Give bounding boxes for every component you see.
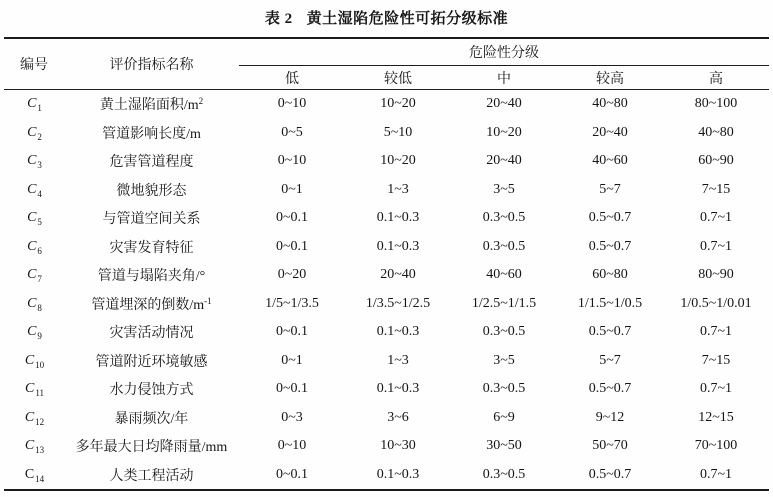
classification-table — [4, 37, 769, 491]
range-value-cell: 9~12 — [595, 409, 625, 425]
range-value-cell: 0.7~1 — [699, 466, 733, 482]
range-value-cell: 30~50 — [486, 438, 522, 454]
indicator-name-cell — [64, 233, 239, 262]
range-value-cell: 1/0.5~1/0.01 — [680, 295, 752, 311]
indicator-id-subscript: 8 — [37, 302, 42, 313]
range-value-cell: 12~15 — [698, 409, 734, 425]
indicator-id-subscript: 9 — [37, 331, 42, 342]
range-value-cell: 0.1~0.3 — [376, 466, 420, 482]
row-id-cell — [4, 233, 64, 262]
range-value-cell: 1~3 — [387, 181, 409, 197]
range-value-cell: 0.5~0.7 — [588, 238, 632, 254]
range-value-cell: 7~15 — [701, 352, 731, 368]
indicator-id-subscript: 4 — [37, 188, 42, 199]
indicator-name-cell — [64, 147, 239, 176]
range-value-cell: 0.5~0.7 — [588, 210, 632, 226]
row-id-cell — [4, 290, 64, 319]
row-id-cell — [4, 375, 64, 404]
range-value-cell: 40~80 — [698, 124, 734, 140]
col-header-level-low: 低 — [285, 71, 299, 87]
indicator-name: 管道附近环境敏感 — [95, 354, 208, 370]
indicator-id-subscript: 14 — [35, 473, 45, 484]
range-value-cell: 0.1~0.3 — [376, 238, 420, 254]
indicator-name: 灾害活动情况 — [109, 326, 194, 342]
indicator-name: 灾害发育特征 — [109, 240, 194, 256]
col-header-indicator: 评价指标名称 — [109, 58, 194, 73]
range-value-cell: 20~40 — [592, 124, 628, 140]
table-caption-label: 表 2 — [264, 11, 293, 27]
indicator-name-cell — [64, 375, 239, 404]
range-value-cell: 5~7 — [599, 352, 621, 368]
range-value-cell: 20~40 — [380, 267, 416, 283]
range-value-cell: 0.3~0.5 — [482, 238, 526, 254]
range-value-cell: 0~3 — [281, 409, 303, 425]
range-value-cell: 0~1 — [281, 352, 303, 368]
range-value-cell: 0.3~0.5 — [482, 466, 526, 482]
row-id-cell — [4, 204, 64, 233]
row-id-cell — [4, 147, 64, 176]
indicator-unit-superscript: -1 — [204, 295, 212, 306]
range-value-cell: 60~90 — [698, 153, 734, 169]
indicator-name-cell — [64, 90, 239, 119]
range-value-cell: 1/3.5~1/2.5 — [365, 295, 431, 311]
range-value-cell: 0.3~0.5 — [482, 210, 526, 226]
range-value-cell: 0.7~1 — [699, 210, 733, 226]
indicator-name-cell — [64, 261, 239, 290]
range-value-cell: 0~0.1 — [275, 238, 309, 254]
indicator-name-cell — [64, 119, 239, 148]
range-value-cell: 0.1~0.3 — [376, 210, 420, 226]
indicator-name-cell — [64, 318, 239, 347]
indicator-id: C — [27, 96, 37, 112]
indicator-name: 管道与塌陷夹角/° — [97, 269, 206, 285]
indicator-name-cell — [64, 404, 239, 433]
range-value-cell: 1/2.5~1/1.5 — [471, 295, 537, 311]
col-header-level-lower: 较低 — [384, 71, 412, 87]
table-header — [4, 38, 769, 90]
range-value-cell: 3~5 — [493, 181, 515, 197]
indicator-id-subscript: 10 — [35, 359, 45, 370]
table-body — [4, 90, 769, 491]
indicator-name-cell — [64, 461, 239, 491]
range-value-cell: 20~40 — [486, 96, 522, 112]
indicator-id-subscript: 12 — [35, 416, 45, 427]
range-value-cell: 40~60 — [592, 153, 628, 169]
indicator-id-subscript: 2 — [37, 131, 42, 142]
range-value-cell: 80~100 — [694, 96, 738, 112]
range-value-cell: 0.7~1 — [699, 381, 733, 397]
indicator-id: C — [24, 381, 35, 397]
indicator-name-cell — [64, 176, 239, 205]
indicator-id: C — [24, 466, 35, 482]
table-row — [4, 176, 769, 205]
indicator-id: C — [27, 181, 37, 197]
indicator-id-subscript: 5 — [37, 217, 42, 228]
indicator-name: 微地貌形态 — [116, 183, 187, 199]
indicator-id: C — [27, 267, 37, 283]
indicator-id: C — [27, 295, 37, 311]
indicator-name: 人类工程活动 — [109, 468, 194, 484]
range-value-cell: 1~3 — [387, 352, 409, 368]
indicator-name: 管道影响长度/m — [102, 126, 201, 142]
range-value-cell: 0.5~0.7 — [588, 324, 632, 340]
table-row — [4, 204, 769, 233]
range-value-cell: 0.1~0.3 — [376, 324, 420, 340]
table-row — [4, 318, 769, 347]
row-id-cell — [4, 318, 64, 347]
indicator-id: C — [24, 352, 35, 368]
range-value-cell: 40~60 — [486, 267, 522, 283]
indicator-id-subscript: 1 — [37, 103, 42, 114]
table-row — [4, 347, 769, 376]
table-row — [4, 261, 769, 290]
indicator-name: 管道埋深的倒数/m — [91, 297, 205, 313]
range-value-cell: 0.5~0.7 — [588, 381, 632, 397]
indicator-name: 多年最大日均降雨量/mm — [75, 440, 228, 456]
indicator-id: C — [27, 124, 37, 140]
table-row — [4, 432, 769, 461]
table-row — [4, 90, 769, 119]
range-value-cell: 10~30 — [380, 438, 416, 454]
indicator-id-subscript: 11 — [35, 388, 44, 399]
indicator-id-subscript: 3 — [37, 160, 42, 171]
col-header-hazard-group: 危险性分级 — [239, 38, 769, 66]
indicator-name-cell — [64, 432, 239, 461]
range-value-cell: 5~7 — [599, 181, 621, 197]
range-value-cell: 0.5~0.7 — [588, 466, 632, 482]
table-row — [4, 147, 769, 176]
range-value-cell: 7~15 — [701, 181, 731, 197]
range-value-cell: 10~20 — [486, 124, 522, 140]
range-value-cell: 5~10 — [383, 124, 413, 140]
range-value-cell: 20~40 — [486, 153, 522, 169]
row-id-cell — [4, 261, 64, 290]
indicator-name-cell — [64, 204, 239, 233]
range-value-cell: 70~100 — [694, 438, 738, 454]
row-id-cell — [4, 176, 64, 205]
range-value-cell: 0~0.1 — [275, 466, 309, 482]
indicator-name: 黄土湿陷面积/m — [99, 98, 199, 114]
indicator-name-cell — [64, 347, 239, 376]
indicator-id-subscript: 13 — [35, 445, 45, 456]
row-id-cell — [4, 119, 64, 148]
range-value-cell: 0~0.1 — [275, 381, 309, 397]
range-value-cell: 0~10 — [277, 438, 307, 454]
indicator-id-subscript: 6 — [37, 245, 42, 256]
indicator-name: 暴雨频次/年 — [114, 411, 189, 427]
table-row — [4, 290, 769, 319]
range-value-cell: 0.3~0.5 — [482, 324, 526, 340]
indicator-name: 与管道空间关系 — [102, 212, 201, 228]
indicator-name: 危害管道程度 — [109, 155, 194, 171]
range-value-cell: 50~70 — [592, 438, 628, 454]
col-header-level-higher: 较高 — [596, 71, 624, 87]
table-row — [4, 461, 769, 491]
col-header-level-medium: 中 — [497, 71, 511, 87]
range-value-cell: 60~80 — [592, 267, 628, 283]
range-value-cell: 0~0.1 — [275, 210, 309, 226]
range-value-cell: 3~6 — [387, 409, 409, 425]
table-caption-text: 黄土湿陷危险性可拓分级标准 — [306, 11, 509, 27]
row-id-cell — [4, 90, 64, 119]
indicator-id: C — [27, 238, 37, 254]
range-value-cell: 1/1.5~1/0.5 — [577, 295, 643, 311]
range-value-cell: 0~0.1 — [275, 324, 309, 340]
range-value-cell: 0~20 — [277, 267, 307, 283]
col-header-level-high: 高 — [709, 71, 723, 87]
range-value-cell: 0.1~0.3 — [376, 381, 420, 397]
indicator-id: C — [27, 324, 37, 340]
table-caption — [0, 7, 773, 28]
indicator-id: C — [24, 409, 35, 425]
row-id-cell — [4, 347, 64, 376]
indicator-unit-superscript: 2 — [198, 96, 204, 107]
range-value-cell: 0~10 — [277, 153, 307, 169]
range-value-cell: 80~90 — [698, 267, 734, 283]
col-header-id: 编号 — [20, 58, 48, 73]
range-value-cell: 0.3~0.5 — [482, 381, 526, 397]
range-value-cell: 1/5~1/3.5 — [265, 295, 319, 311]
table-row — [4, 404, 769, 433]
row-id-cell — [4, 461, 64, 491]
range-value-cell: 0~5 — [281, 124, 303, 140]
range-value-cell: 10~20 — [380, 96, 416, 112]
range-value-cell: 0~1 — [281, 181, 303, 197]
range-value-cell: 3~5 — [493, 352, 515, 368]
range-value-cell: 0~10 — [277, 96, 307, 112]
row-id-cell — [4, 404, 64, 433]
indicator-id-subscript: 7 — [37, 274, 42, 285]
indicator-id: C — [27, 210, 37, 226]
indicator-name-cell — [64, 290, 239, 319]
row-id-cell — [4, 432, 64, 461]
table-row — [4, 119, 769, 148]
range-value-cell: 40~80 — [592, 96, 628, 112]
range-value-cell: 0.7~1 — [699, 238, 733, 254]
indicator-id: C — [24, 438, 35, 454]
range-value-cell: 10~20 — [380, 153, 416, 169]
indicator-name: 水力侵蚀方式 — [109, 383, 194, 399]
range-value-cell: 0.7~1 — [699, 324, 733, 340]
table-row — [4, 233, 769, 262]
range-value-cell: 6~9 — [493, 409, 515, 425]
indicator-id: C — [27, 153, 37, 169]
table-row — [4, 375, 769, 404]
